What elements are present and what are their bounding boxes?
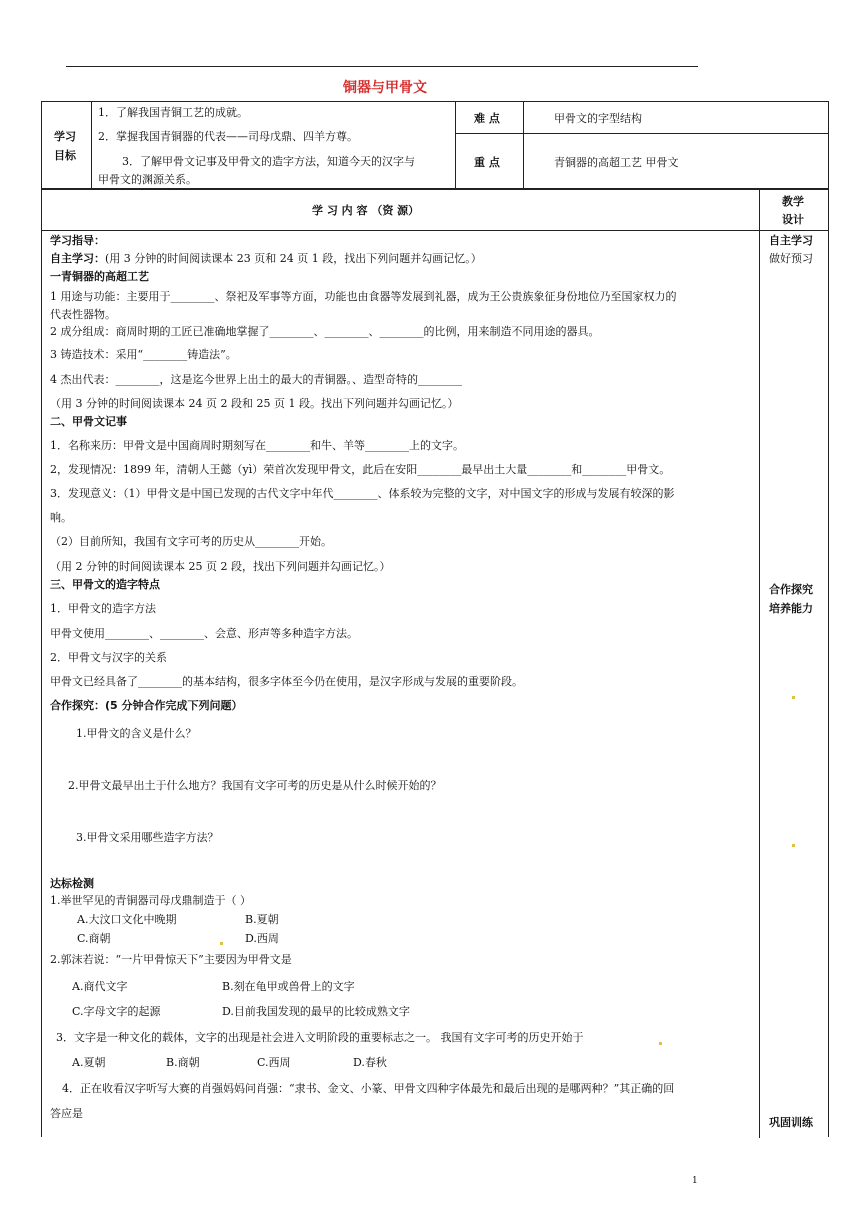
side-note-self-study: 自主学习 <box>769 234 813 247</box>
s2-q3-line3: （2）目前所知，我国有文字可考的历史从________开始。 <box>50 535 332 548</box>
test-q1-b: B.夏朝 <box>245 913 279 926</box>
read-instruction-3: （用 2 分钟的时间阅读课本 25 页 2 段，找出下列问题并勾画记忆。） <box>50 560 391 573</box>
header-rule <box>66 66 698 67</box>
test-q1-a: A.大汶口文化中晚期 <box>77 913 177 926</box>
goals-label-line1: 学习 <box>54 130 76 143</box>
test-q4-line1: 4．正在收看汉字听写大赛的肖强妈妈问肖强：“隶书、金文、小篆、甲骨文四种字体最先和最后出现的是哪两种？”其正确的回 <box>62 1082 675 1095</box>
coop-q1: 1.甲骨文的含义是什么？ <box>76 727 197 740</box>
s3-q1-detail: 甲骨文使用________、________、会意、形声等多种造字方法。 <box>50 627 358 640</box>
s2-q2: 2，发现情况：1899 年，清朝人王懿（yì）荣首次发现甲骨文，此后在安阳________最早出土大量________和________甲骨文。 <box>50 463 671 476</box>
test-q2: 2.郭沫若说：“一片甲骨惊天下”主要因为甲骨文是 <box>50 953 292 966</box>
test-q2-a: A.商代文字 <box>72 980 128 993</box>
read-instruction-2: （用 3 分钟的时间阅读课本 24 页 2 段和 25 页 1 段。找出下列问题并勾画记忆。） <box>50 397 459 410</box>
s3-q2: 2．甲骨文与汉字的关系 <box>50 651 167 664</box>
decorative-dot <box>659 1042 662 1045</box>
test-q2-d: D.目前我国发现的最早的比较成熟文字 <box>222 1005 410 1018</box>
test-q1: 1.举世罕见的青铜器司母戊鼎制造于（ ） <box>50 894 251 907</box>
section-2-title: 二、甲骨文记事 <box>50 415 127 428</box>
s2-q3-line1: 3．发现意义：（1）甲骨文是中国已发现的古代文字中年代________、体系较为完整的文字，对中国文字的形成与发展有较深的影 <box>50 487 675 500</box>
side-note-ability: 培养能力 <box>769 602 813 615</box>
goals-label-line2: 目标 <box>54 149 76 162</box>
s2-q3-line2: 响。 <box>50 511 72 524</box>
goal-item-1: 1．了解我国青铜工艺的成就。 <box>98 106 248 119</box>
test-q4-line2: 答应是 <box>50 1107 83 1120</box>
s3-q1: 1．甲骨文的造字方法 <box>50 602 156 615</box>
side-note-coop: 合作探究 <box>769 583 813 596</box>
test-q1-c: C.商朝 <box>77 932 111 945</box>
section-3-title: 三、甲骨文的造字特点 <box>50 578 160 591</box>
guide-heading: 学习指导： <box>50 234 105 247</box>
coop-title: 合作探究：(5 分钟合作完成下列问题） <box>50 699 243 712</box>
content-header-side-2: 设计 <box>782 213 804 226</box>
goal-item-3-line1: 3．了解甲骨文记事及甲骨文的造字方法，知道今天的汉字与 <box>122 155 415 168</box>
page-number: 1 <box>692 1176 698 1186</box>
side-note-preview: 做好预习 <box>769 252 813 265</box>
s2-q1: 1．名称来历：甲骨文是中国商周时期刻写在________和牛、羊等________上的文字。 <box>50 439 464 452</box>
coop-q2: 2.甲骨文最早出土于什么地方？我国有文字可考的历史是从什么时候开始的？ <box>68 779 442 792</box>
focus-label: 重 点 <box>474 156 500 169</box>
test-q3-c: C.西周 <box>257 1056 291 1069</box>
goal-item-2: 2．掌握我国青铜器的代表——司母戊鼎、四羊方尊。 <box>98 130 358 143</box>
decorative-dot <box>792 696 795 699</box>
test-q3-b: B.商朝 <box>166 1056 200 1069</box>
side-note-practice: 巩固训练 <box>769 1116 813 1129</box>
decorative-dot <box>220 942 223 945</box>
test-title: 达标检测 <box>50 877 94 890</box>
test-q1-d: D.西周 <box>245 932 279 945</box>
s1-q4: 4 杰出代表：________，这是迄今世界上出土的最大的青铜器。、造型奇特的________ <box>50 373 462 386</box>
decorative-dot <box>792 844 795 847</box>
s1-q3: 3 铸造技术：采用“________铸造法”。 <box>50 348 237 361</box>
test-q3-a: A.夏朝 <box>72 1056 106 1069</box>
s1-q1-line2: 代表性器物。 <box>50 308 116 321</box>
content-table <box>41 189 829 1137</box>
coop-q3: 3.甲骨文采用哪些造字方法？ <box>76 831 219 844</box>
test-q2-c: C.字母文字的起源 <box>72 1005 161 1018</box>
content-header-title: 学 习 内 容 （资 源） <box>312 204 420 217</box>
self-study-label: 自主学习： <box>50 252 105 265</box>
s3-q2-detail: 甲骨文已经具备了________的基本结构，很多字体至今仍在使用，是汉字形成与发展的重要阶段。 <box>50 675 523 688</box>
section-1-title: 一青铜器的高超工艺 <box>50 270 149 283</box>
objectives-table <box>41 101 829 189</box>
content-header-side-1: 教学 <box>782 195 804 208</box>
test-q3: 3．文字是一种文化的载体，文字的出现是社会进入文明阶段的重要标志之一。 我国有文字可考的历史开始于 <box>56 1031 584 1044</box>
test-q2-b: B.刻在龟甲或兽骨上的文字 <box>222 980 355 993</box>
s1-q1-line1: 1 用途与功能：主要用于________、祭祀及军事等方面，功能也由食器等发展到礼器，成为王公贵族象征身份地位乃至国家权力的 <box>50 290 677 303</box>
difficulty-value: 甲骨文的字型结构 <box>554 112 642 125</box>
goal-item-3-line2: 甲骨文的渊源关系。 <box>98 173 197 186</box>
self-study-line <box>50 252 482 265</box>
document-title: 铜器与甲骨文 <box>343 80 427 96</box>
s1-q2: 2 成分组成：商周时期的工匠已准确地掌握了________、________、________的比例，用来制造不同用途的器具。 <box>50 325 600 338</box>
test-q3-d: D.春秋 <box>353 1056 387 1069</box>
self-study-text: (用 3 分钟的时间阅读课本 23 页和 24 页 1 段，找出下列问题并勾画记忆。） <box>105 252 482 265</box>
difficulty-label: 难 点 <box>474 112 500 125</box>
focus-value: 青铜器的高超工艺 甲骨文 <box>554 156 679 169</box>
